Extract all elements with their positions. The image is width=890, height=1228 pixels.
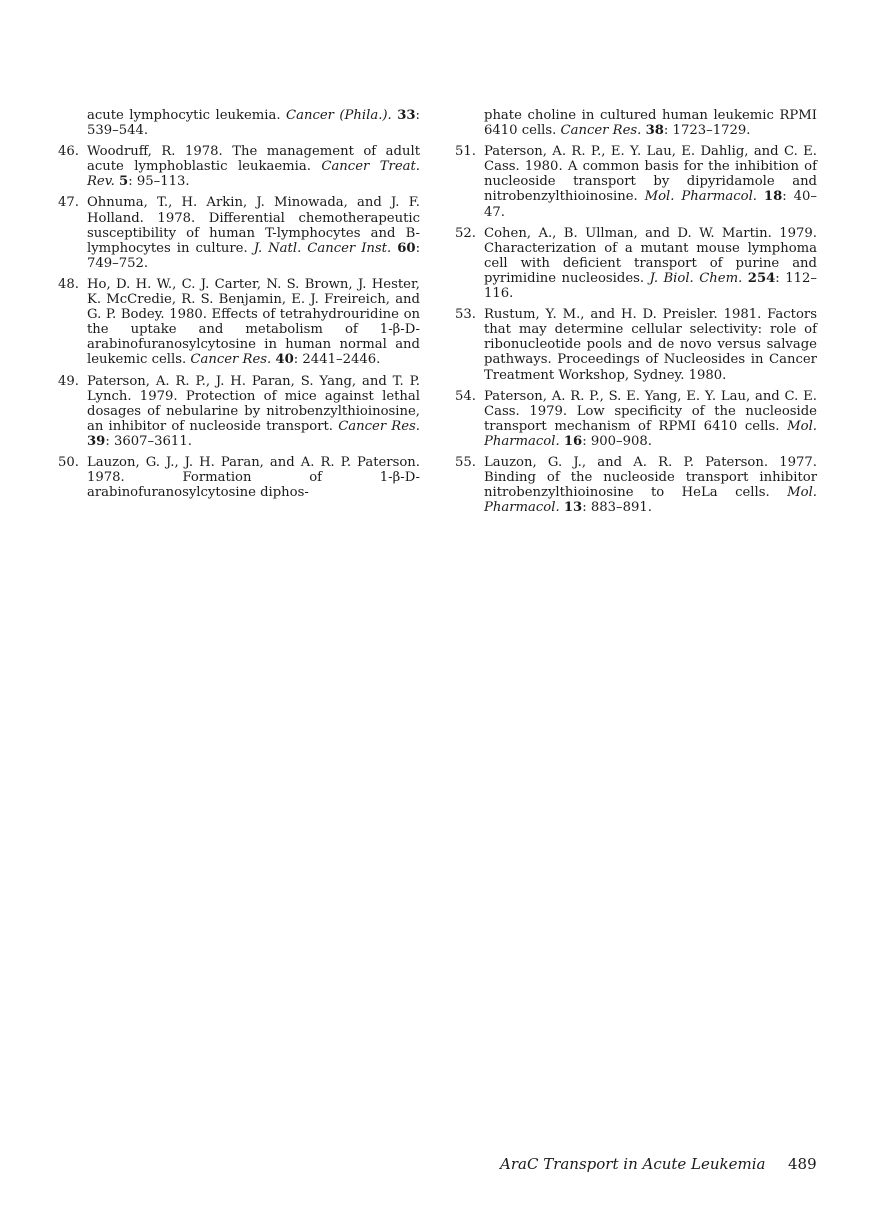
reference-text: Paterson, A. R. P., S. E. Yang, E. Y. Lau, and C. E. Cass. 1979. Low specificity of the nucleoside transport mechanism of RPMI 6410 cells. bbox=[484, 388, 817, 434]
reference-46 bbox=[58, 144, 420, 189]
reference-journal: Mol. Pharmacol. bbox=[484, 418, 817, 449]
reference-pages: : 112–116. bbox=[484, 270, 817, 302]
reference-text: Ho, D. H. W., C. J. Carter, N. S. Brown, J. Hester, K. McCredie, R. S. Benjamin, E. J. Freireich, and G. P. Bodey. 1980. Effects of tetrahydrouridine on the uptake and metabolism of 1-β-D-arabinofuranosylcytosine in human normal and leukemic cells. bbox=[87, 276, 420, 368]
reference-journal: Mol. Pharmacol. bbox=[484, 485, 817, 516]
reference-48 bbox=[58, 277, 420, 368]
reference-pages: : 883–891. bbox=[582, 500, 652, 516]
reference-55 bbox=[455, 455, 817, 515]
reference-volume: 16 bbox=[563, 433, 583, 449]
reference-number: 52. bbox=[455, 225, 476, 241]
reference-journal: Cancer Res. bbox=[560, 123, 642, 139]
right-column bbox=[455, 108, 817, 521]
reference-number: 46. bbox=[58, 144, 79, 160]
reference-journal: Cancer Res. bbox=[190, 352, 272, 368]
reference-text: Lauzon, G. J., and A. R. P. Paterson. 1977. Binding of the nucleoside transport inhibitor nitrobenzylthioinosine to HeLa cells. bbox=[484, 454, 817, 501]
reference-47 bbox=[58, 195, 420, 270]
reference-continuation-left bbox=[58, 108, 420, 138]
reference-number: 48. bbox=[58, 276, 79, 292]
reference-number: 54. bbox=[455, 388, 476, 404]
reference-52 bbox=[455, 226, 817, 301]
reference-pages: : 900–908. bbox=[582, 433, 652, 449]
reference-pages: : 539–544. bbox=[87, 108, 420, 139]
reference-volume: 5 bbox=[119, 174, 129, 190]
reference-49 bbox=[58, 374, 420, 449]
reference-volume: 33 bbox=[397, 108, 416, 123]
reference-volume: 13 bbox=[563, 500, 583, 516]
reference-text: Rustum, Y. M., and H. D. Preisler. 1981. Factors that may determine cellular selectivity: role of ribonucleotide pools and de novo versus salvage pathways. Proceedings of Nucleosides in Cancer Treatment Workshop, Sydney. 1980. bbox=[484, 307, 817, 383]
page-number: 489 bbox=[788, 1155, 817, 1173]
reference-number: 53. bbox=[455, 307, 476, 323]
reference-volume: 60 bbox=[397, 240, 416, 256]
reference-volume: 40 bbox=[275, 352, 294, 368]
reference-volume: 254 bbox=[747, 270, 776, 286]
reference-number: 50. bbox=[58, 454, 79, 470]
reference-51 bbox=[455, 144, 817, 219]
reference-number: 49. bbox=[58, 373, 79, 389]
reference-journal: J. Natl. Cancer Inst. bbox=[253, 240, 392, 256]
running-title: AraC Transport in Acute Leukemia bbox=[500, 1155, 766, 1173]
reference-pages: : 3607–3611. bbox=[105, 433, 192, 449]
reference-54 bbox=[455, 389, 817, 449]
reference-journal: Cancer Res. bbox=[338, 418, 421, 434]
reference-journal: Cancer (Phila.). bbox=[286, 108, 392, 123]
reference-text: phate choline in cultured human leukemic RPMI 6410 cells. bbox=[484, 108, 817, 139]
reference-pages: : 2441–2446. bbox=[293, 352, 381, 368]
reference-50 bbox=[58, 455, 420, 500]
reference-text: acute lymphocytic leukemia. bbox=[87, 108, 287, 123]
reference-pages: : 95–113. bbox=[128, 174, 190, 190]
reference-volume: 39 bbox=[87, 433, 106, 449]
reference-volume: 18 bbox=[763, 189, 783, 205]
reference-continuation-right bbox=[455, 108, 817, 138]
reference-pages: : 749–752. bbox=[87, 240, 421, 271]
reference-53 bbox=[455, 307, 817, 382]
reference-number: 47. bbox=[58, 195, 79, 211]
reference-pages: : 1723–1729. bbox=[663, 123, 751, 139]
reference-number: 51. bbox=[455, 144, 476, 160]
reference-journal: Mol. Pharmacol. bbox=[644, 189, 757, 205]
reference-text: Woodruff, R. 1978. The management of adult acute lymphoblastic leukaemia. bbox=[87, 144, 420, 175]
reference-volume: 38 bbox=[645, 123, 664, 139]
reference-text: Paterson, A. R. P., E. Y. Lau, E. Dahlig, and C. E. Cass. 1980. A common basis for the inhibition of nucleoside transport by dipyridamole and nitrobenzylthioinosine. bbox=[484, 144, 817, 205]
reference-journal: Cancer Treat. Rev. bbox=[87, 159, 420, 190]
reference-text: Paterson, A. R. P., J. H. Paran, S. Yang, and T. P. Lynch. 1979. Protection of mice against lethal dosages of nebularine by nitrobenzylthioinosine, an inhibitor of nucleoside transport. bbox=[87, 373, 420, 434]
left-column bbox=[58, 108, 420, 506]
reference-pages: : 40–47. bbox=[484, 189, 817, 220]
reference-text: Cohen, A., B. Ullman, and D. W. Martin. 1979. Characterization of a mutant mouse lymphoma cell with deficient transport of purine and pyrimidine nucleosides. bbox=[484, 225, 817, 286]
reference-text: Lauzon, G. J., J. H. Paran, and A. R. P. Paterson. 1978. Formation of 1-β-D-arabinofuranosylcytosine diphos- bbox=[87, 454, 420, 501]
reference-journal: J. Biol. Chem. bbox=[649, 270, 743, 286]
reference-number: 55. bbox=[455, 454, 476, 470]
reference-text: Ohnuma, T., H. Arkin, J. Minowada, and J. F. Holland. 1978. Differential chemotherapeutic susceptibility of human T-lymphocytes and B-lymphocytes in culture. bbox=[87, 195, 420, 256]
